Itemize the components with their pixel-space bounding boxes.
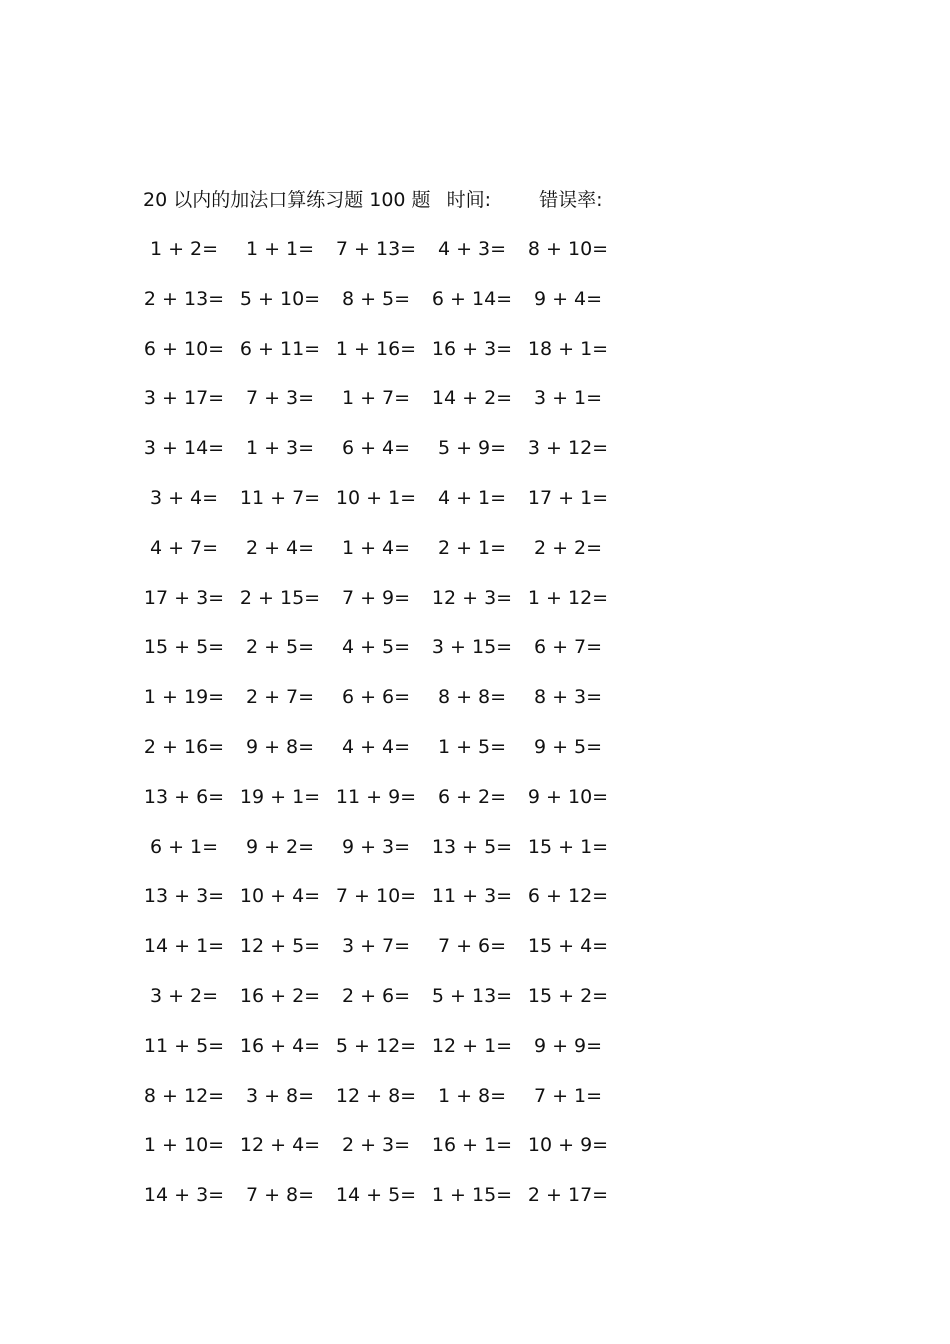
problem-item: 6 + 14= xyxy=(431,287,513,310)
problem-item: 5 + 9= xyxy=(437,437,507,460)
problem-row xyxy=(0,830,950,864)
problem-item: 4 + 3= xyxy=(437,238,507,260)
problem-item: 16 + 4= xyxy=(239,1034,321,1057)
problem-item: 3 + 1= xyxy=(533,387,603,410)
problem-item: 5 + 12= xyxy=(335,1034,417,1057)
problem-item: 13 + 5= xyxy=(431,835,513,858)
problem-item: 3 + 7= xyxy=(341,935,411,958)
problem-item: 13 + 3= xyxy=(143,885,225,908)
problem-item: 6 + 10= xyxy=(143,337,225,360)
problem-item: 14 + 3= xyxy=(143,1184,225,1207)
problem-item: 16 + 1= xyxy=(431,1134,513,1157)
problem-item: 11 + 3= xyxy=(431,885,513,908)
problem-item: 13 + 6= xyxy=(143,785,225,808)
problem-item: 8 + 5= xyxy=(341,287,411,310)
problem-item: 15 + 5= xyxy=(143,636,225,659)
problem-item: 12 + 5= xyxy=(239,935,321,958)
problem-item: 10 + 4= xyxy=(239,885,321,908)
problem-item: 14 + 5= xyxy=(335,1184,417,1207)
problem-item: 7 + 6= xyxy=(437,935,507,958)
problem-row xyxy=(0,979,950,1013)
problem-item: 1 + 5= xyxy=(437,736,507,758)
problem-item: 1 + 19= xyxy=(143,686,225,709)
problem-item: 1 + 10= xyxy=(143,1134,225,1157)
problem-item: 1 + 4= xyxy=(341,536,411,559)
problem-item: 2 + 7= xyxy=(245,686,315,709)
problem-item: 12 + 8= xyxy=(335,1084,417,1107)
problem-item: 1 + 1= xyxy=(245,238,315,260)
problem-item: 1 + 2= xyxy=(149,238,219,260)
problem-item: 2 + 4= xyxy=(245,536,315,559)
problem-item: 6 + 11= xyxy=(239,337,321,360)
problem-item: 8 + 12= xyxy=(143,1084,225,1107)
problem-item: 4 + 7= xyxy=(149,536,219,559)
problem-item: 11 + 7= xyxy=(239,487,321,509)
problem-item: 17 + 1= xyxy=(527,487,609,509)
problem-item: 9 + 8= xyxy=(245,736,315,758)
problem-item: 17 + 3= xyxy=(143,586,225,609)
problem-item: 19 + 1= xyxy=(239,785,321,808)
problem-item: 14 + 1= xyxy=(143,935,225,958)
problem-item: 3 + 14= xyxy=(143,437,225,460)
problem-item: 6 + 1= xyxy=(149,835,219,858)
problem-item: 16 + 2= xyxy=(239,985,321,1007)
problem-row xyxy=(0,332,950,366)
error-rate-label: 错误率: xyxy=(539,189,603,211)
problem-item: 4 + 5= xyxy=(341,636,411,659)
problem-row xyxy=(0,680,950,714)
problem-item: 8 + 8= xyxy=(437,686,507,709)
problem-item: 12 + 4= xyxy=(239,1134,321,1157)
problem-item: 15 + 2= xyxy=(527,985,609,1007)
problem-item: 18 + 1= xyxy=(527,337,609,360)
problem-item: 4 + 1= xyxy=(437,487,507,509)
problem-item: 15 + 4= xyxy=(527,935,609,958)
problem-item: 2 + 3= xyxy=(341,1134,411,1157)
problem-item: 6 + 2= xyxy=(437,785,507,808)
problem-item: 7 + 10= xyxy=(335,885,417,908)
problem-item: 11 + 5= xyxy=(143,1034,225,1057)
problem-item: 3 + 17= xyxy=(143,387,225,410)
problem-item: 3 + 8= xyxy=(245,1084,315,1107)
problem-item: 11 + 9= xyxy=(335,785,417,808)
problem-item: 7 + 3= xyxy=(245,387,315,410)
problem-item: 3 + 15= xyxy=(431,636,513,659)
problem-item: 2 + 2= xyxy=(533,536,603,559)
problem-row xyxy=(0,630,950,664)
problem-item: 3 + 12= xyxy=(527,437,609,460)
problem-row xyxy=(0,1079,950,1113)
worksheet-title: 20 以内的加法口算练习题 100 题 xyxy=(143,189,431,211)
problem-item: 9 + 2= xyxy=(245,835,315,858)
problem-item: 7 + 8= xyxy=(245,1184,315,1207)
time-label: 时间: xyxy=(446,189,492,211)
problem-item: 10 + 9= xyxy=(527,1134,609,1157)
problem-row xyxy=(0,232,950,266)
problem-row xyxy=(0,929,950,963)
problem-row xyxy=(0,1029,950,1063)
problem-item: 16 + 3= xyxy=(431,337,513,360)
problem-item: 14 + 2= xyxy=(431,387,513,410)
problem-item: 5 + 10= xyxy=(239,287,321,310)
problem-item: 10 + 1= xyxy=(335,487,417,509)
problem-item: 1 + 7= xyxy=(341,387,411,410)
problem-item: 7 + 1= xyxy=(533,1084,603,1107)
problem-row xyxy=(0,481,950,515)
problem-item: 3 + 4= xyxy=(149,487,219,509)
problem-item: 6 + 7= xyxy=(533,636,603,659)
problem-item: 8 + 10= xyxy=(527,238,609,260)
problem-row xyxy=(0,730,950,764)
problem-row xyxy=(0,431,950,465)
problem-row xyxy=(0,780,950,814)
problem-item: 2 + 5= xyxy=(245,636,315,659)
problem-item: 1 + 12= xyxy=(527,586,609,609)
problem-row xyxy=(0,1178,950,1212)
problem-item: 6 + 12= xyxy=(527,885,609,908)
problem-item: 2 + 16= xyxy=(143,736,225,758)
problem-row xyxy=(0,282,950,316)
problem-item: 12 + 1= xyxy=(431,1034,513,1057)
problem-item: 7 + 13= xyxy=(335,238,417,260)
problem-item: 2 + 1= xyxy=(437,536,507,559)
problem-item: 7 + 9= xyxy=(341,586,411,609)
problem-row xyxy=(0,531,950,565)
problem-item: 9 + 5= xyxy=(533,736,603,758)
problem-item: 2 + 17= xyxy=(527,1184,609,1207)
problem-item: 1 + 8= xyxy=(437,1084,507,1107)
problem-row xyxy=(0,879,950,913)
problem-item: 4 + 4= xyxy=(341,736,411,758)
problem-row xyxy=(0,1128,950,1162)
problem-item: 9 + 10= xyxy=(527,785,609,808)
problem-item: 6 + 4= xyxy=(341,437,411,460)
problem-item: 15 + 1= xyxy=(527,835,609,858)
problem-item: 12 + 3= xyxy=(431,586,513,609)
problem-item: 1 + 15= xyxy=(431,1184,513,1207)
problem-item: 3 + 2= xyxy=(149,985,219,1007)
problem-item: 2 + 15= xyxy=(239,586,321,609)
problem-item: 2 + 13= xyxy=(143,287,225,310)
problem-item: 2 + 6= xyxy=(341,985,411,1007)
problem-item: 9 + 9= xyxy=(533,1034,603,1057)
problem-item: 9 + 4= xyxy=(533,287,603,310)
problem-row xyxy=(0,581,950,615)
problem-row xyxy=(0,381,950,415)
worksheet-header xyxy=(143,186,602,214)
problem-item: 1 + 16= xyxy=(335,337,417,360)
problem-item: 8 + 3= xyxy=(533,686,603,709)
problem-item: 6 + 6= xyxy=(341,686,411,709)
problem-item: 5 + 13= xyxy=(431,985,513,1007)
problem-item: 1 + 3= xyxy=(245,437,315,460)
problem-item: 9 + 3= xyxy=(341,835,411,858)
